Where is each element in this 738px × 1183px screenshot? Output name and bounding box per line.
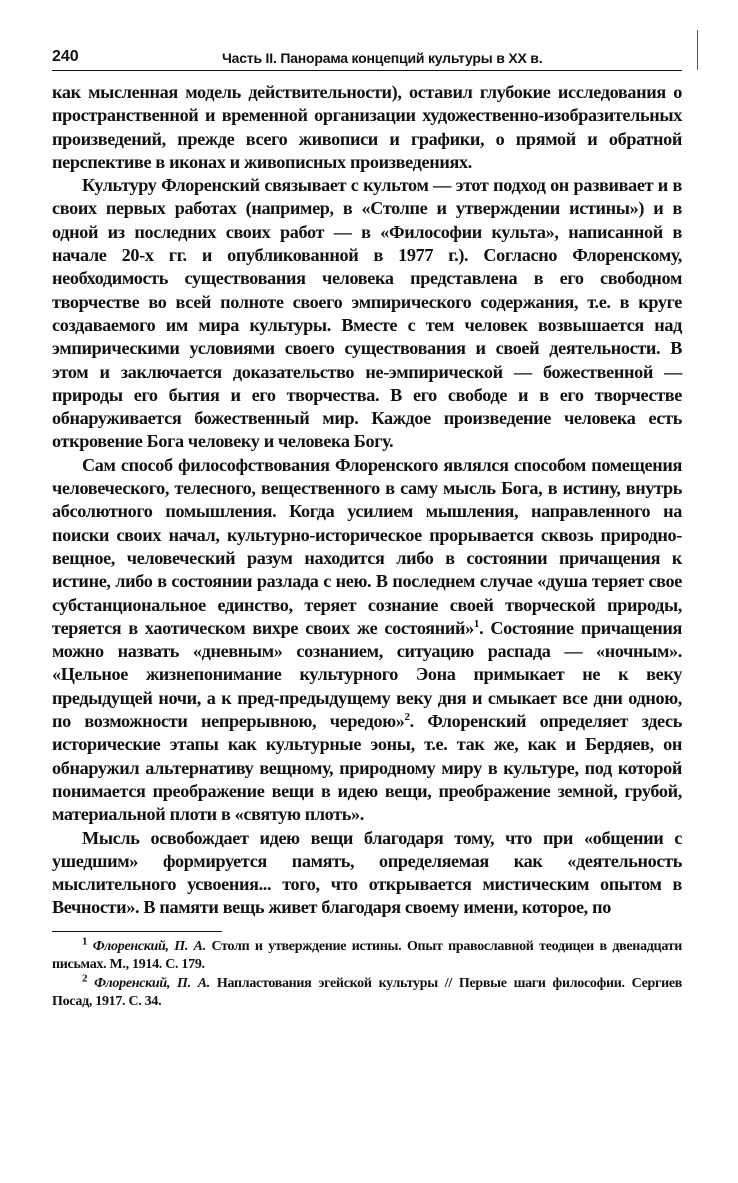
paragraph [52,827,682,920]
paragraph-text: Мысль освобождает идею вещи благодаря тому, что при «общении с ушедшим» формируется память, определяемая как «деятельность мыслительного усвоения... того, что открывается мистическим опытом в Вечности». В памяти вещь живет благодаря своему имени, которое, по [52,827,682,918]
footnote-divider [52,931,222,932]
footnote-ref[interactable]: 2 [404,710,410,723]
book-page [52,42,682,1012]
paragraph-text: как мысленная модель действительности), оставил глубокие исследования о пространственной и временной организации художественно-изобразительных произведений, прежде всего живописи и графики, о прямой и обратной перспективе в иконах и живописных произведениях. [52,82,682,172]
footnote-author: Флоренский, П. А. [92,938,206,954]
footnotes [52,935,683,1012]
paragraph-text: Сам способ философствования Флоренского являлся способом помещения человеческого, телесного, вещественного в саму мысль Бога, в истину, внутрь абсолютного помышления. Когда усилием мышления, направленного на поиски своих начал, культурно-историческое прорывается сквозь природно-вещное, человеческий разум находится либо в состоянии причащения к истине, либо в состоянии разлада с нею. В последнем случае «душа теряет свое субстанциональное единство, теряет сознание своей творческой природы, теряется в хаотическом вихре своих же состояний» [52,454,682,638]
footnote [52,972,683,1012]
paragraph-text: Культуру Флоренский связывает с культом — этот подход он развивает и в своих первых работах (например, в «Столпе и утверждении истины») и в одной из последних своих работ — в «Философии культа», написанной в начале 20-х гг. и опубликованной в 1977 г.). Согласно Флоренскому, необходимость существования человека представлена в его свободном творчестве во всей полноте своего эмпирического содержания, т.е. в круге создаваемого им мира культуры. Вместе с тем человек возвышается над эмпирическими условиями своего существования и своей деятельности. В этом и заключается доказательство не-эмпирической — божественной — природы его бытия и его творчества. В его свободе и в его творчестве обнаруживается божественный мир. Каждое произведение человека есть откровение Бога человеку и человека Богу. [52,175,682,452]
footnote-mark: 1 [82,935,88,948]
margin-mark [697,30,699,70]
footnote-author: Флоренский, П. А. [94,975,210,991]
body-text [52,81,682,920]
paragraph-text: . Флоренский определяет здесь исторические этапы как культурные эоны, т.е. так же, как и Бердяев, он обнаружил альтернативу вещному, природному миру в культуре, под которой понимается преображение вещи в идею вещи, преображение земной, грубой, материальной плоти в «святую плоть». [52,711,682,825]
footnote-text: Столп и утверждение истины. Опыт православной теодицеи в двенадцати письмах. М., 1914. С. 179. [52,938,682,973]
paragraph-text: . Состояние причащения можно назвать «дневным» сознанием, ситуацию распада — «ночным». «Цельное жизнепонимание культурного Эона примыкает не к веку предыдущей ночи, а к пред-предыдущему веку дня и смыкает все дни одною, по возможности непрерывною, чередою» [52,617,682,732]
page-number: 240 [52,48,79,65]
footnote-ref[interactable]: 1 [473,617,480,630]
page-header [52,42,682,71]
paragraph [52,81,682,174]
paragraph [52,174,682,454]
footnote [52,935,682,975]
paragraph [52,454,682,827]
footnote-text: Напластования эгейской культуры // Первые шаги философии. Сергиев Посад, 1917. С. 34. [52,975,683,1010]
footnote-mark: 2 [82,972,88,985]
running-head: Часть II. Панорама концепций культуры в XX в. [222,50,543,66]
